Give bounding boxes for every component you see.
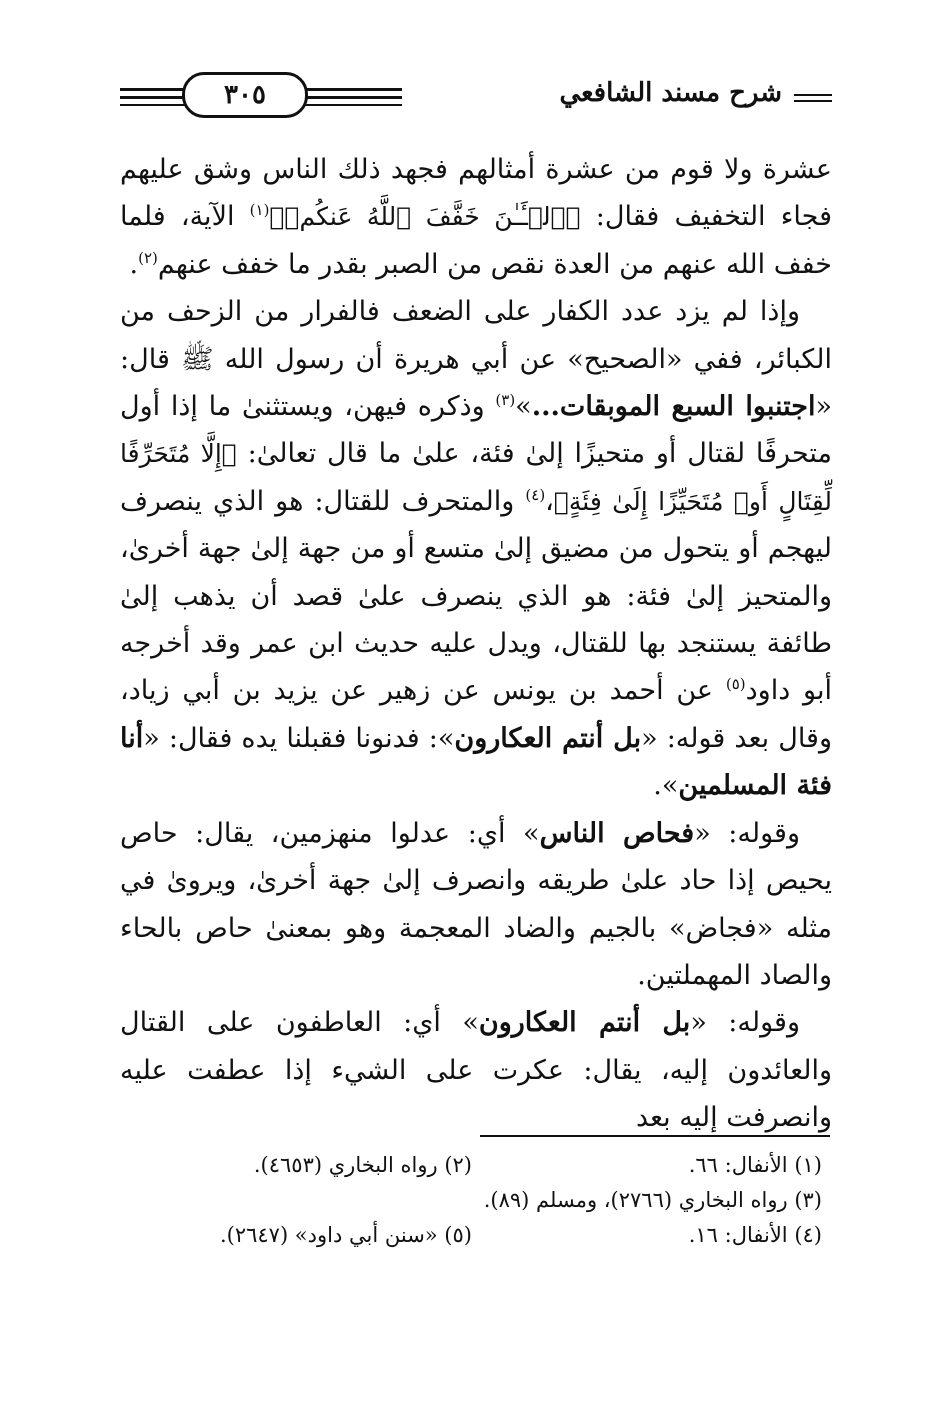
paragraph (120, 810, 832, 1000)
text-run: عشرة ولا قوم من عشرة أمثالهم فجهد ذلك الناس وشق عليهم فجاء التخفيف فقال: (120, 154, 832, 233)
text-run: » أي: العاطفون على القتال والعائدون إليه، يقال: عكرت على الشيء إذا عطفت عليه وانصرفت إليه بعد (120, 1007, 832, 1134)
footnote-row (120, 1218, 832, 1253)
book-title: شرح مسند الشافعي (559, 78, 782, 108)
page-number: ٣٠٥ (182, 72, 308, 118)
footnote: (٣) رواه البخاري (٢٧٦٦)، ومسلم (٨٩). (483, 1188, 822, 1212)
paragraph (120, 288, 832, 809)
text-run: وقوله: « (690, 1007, 800, 1039)
text-run: » أي: عدلوا منهزمين، يقال: حاص يحيص إذا حاد علىٰ طريقه وانصرف إلىٰ جهة أخرىٰ، ويروىٰ في مثله «فجاض» بالجيم والضاد المعجمة وهو بمعنىٰ حاص بالحاء والصاد المهملتين. (120, 817, 832, 991)
footnote-row (120, 1183, 832, 1218)
text-run: ». (653, 770, 679, 802)
text-run: وإذا لم يزد عدد الكفار على الضعف فالفرار من الزحف من الكبائر، ففي «الصحيح» عن أبي هريرة أن رسول الله ﷺ قال: « (120, 296, 832, 423)
footnotes (120, 1148, 832, 1253)
hadith-quote: أنا فئة المسلمين (120, 722, 832, 802)
header-dash (794, 100, 832, 102)
header-dash (794, 94, 832, 96)
text-run: . (129, 248, 139, 280)
page-header (120, 68, 832, 118)
footnote: (١) الأنفال: ٦٦. (688, 1153, 822, 1177)
footnote-ref: (٤) (525, 485, 546, 504)
text-run: وقوله: « (694, 817, 800, 849)
footnote-ref: (٢) (138, 248, 158, 267)
hadith-quote: بل أنتم العكارون (454, 722, 642, 754)
text-run: والمتحرف للقتال: هو الذي ينصرف ليهجم أو يتحول من مضيق إلىٰ متسع أو من جهة إلىٰ جهة أخرىٰ، والمتحيز إلىٰ فئة: هو الذي ينصرف علىٰ قصد أن يذهب إلىٰ طائفة يستنجد بها للقتال، ويدل عليه حديث ابن عمر وقد أخرجه أبو داود (120, 485, 832, 707)
text-run: ، (545, 485, 554, 517)
text-run: » (515, 391, 532, 423)
quran-verse: ﴿إِلَّا مُتَحَرِّفًا لِّقِتَالٍ أَوۡ مُتَحَيِّزًا إِلَىٰ فِئَةٍ﴾ (120, 439, 832, 516)
footnote: (٤) الأنفال: ١٦. (688, 1223, 822, 1247)
footnote-ref: (١) (249, 201, 270, 220)
text-run: وذكره فيهن، ويستثنىٰ ما إذا أول متحرفًا لقتال أو متحيزًا إلىٰ فئة، علىٰ ما قال تعالىٰ: (120, 391, 832, 470)
hadith-quote: بل أنتم العكارون (478, 1007, 691, 1039)
quran-verse: ﴿ٱلۡـَٔـٰنَ خَفَّفَ ٱللَّهُ عَنكُمۡ﴾ (269, 202, 581, 232)
footnote-row (120, 1148, 832, 1183)
hadith-quote: فحاص الناس (539, 817, 695, 849)
footnote: (٢) رواه البخاري (٤٦٥٣). (253, 1153, 472, 1177)
text-run: »: فدنونا فقبلنا يده فقال: « (143, 722, 455, 754)
paragraph (120, 999, 832, 1141)
text-run: عن أحمد بن يونس عن زهير عن يزيد بن أبي زياد، وقال بعد قوله: « (120, 675, 832, 754)
footnote: (٥) «سنن أبي داود» (٢٦٤٧). (219, 1223, 472, 1247)
footnote-ref: (٥) (725, 675, 746, 694)
hadith-quote: اجتنبوا السبع الموبقات... (531, 391, 816, 423)
main-text (120, 146, 832, 1142)
paragraph (120, 146, 832, 288)
footnote-separator (480, 1135, 830, 1137)
text-run: الآية، فلما خفف الله عنهم من العدة نقص من الصبر بقدر ما خفف عنهم (120, 201, 832, 280)
footnote-ref: (٣) (495, 391, 516, 410)
